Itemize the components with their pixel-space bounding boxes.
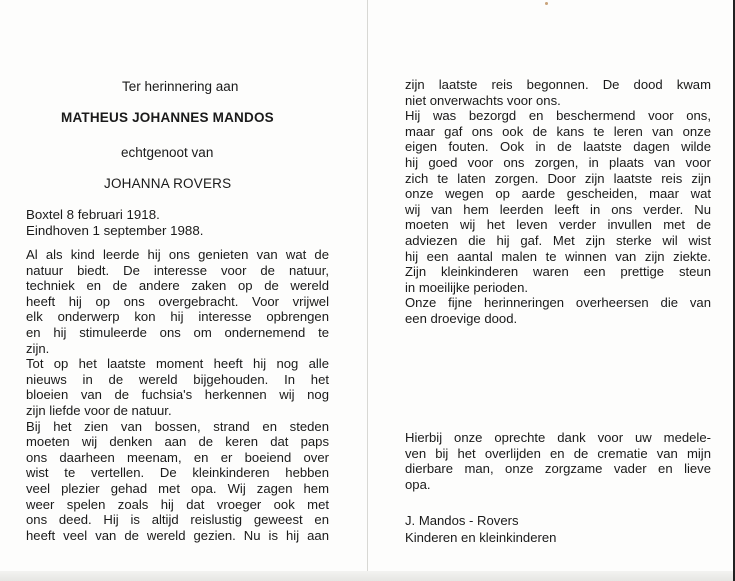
text-line: niet onverwachts voor ons. <box>405 92 561 108</box>
paper-speck <box>545 2 548 5</box>
text-line: Hij was bezorgd en beschermend voor ons, <box>405 108 711 124</box>
text-line: ven bij het overlijden en de crematie van mijn <box>405 445 711 461</box>
text-line: hij een aantal malen te winnen van zijn ziekte. <box>405 248 711 264</box>
text-line: Bij het zien van bossen, strand en steden <box>26 418 329 434</box>
text-line: elk onderwerp kon hij interesse opbrengen <box>26 309 329 325</box>
text-line: Zijn kleinkinderen waren een prettige steun <box>405 264 711 280</box>
signature-children: Kinderen en kleinkinderen <box>405 529 557 545</box>
text-line: weer spelen zoals hij dat vroeger ook met <box>26 496 329 512</box>
text-line: Hierbij onze oprechte dank voor uw medele- <box>405 430 711 445</box>
text-line: natuur biedt. De interesse voor de natuur, <box>26 262 329 278</box>
text-line: ons deed. Hij is altijd reislustig geweest en <box>26 512 329 528</box>
fold-line <box>367 0 368 581</box>
text-line: veel plezier gehad met opa. Wij zagen hem <box>26 480 329 496</box>
text-line: Al als kind leerde hij ons genieten van wat de <box>26 247 329 262</box>
life-dates <box>26 207 203 239</box>
text-line: zijn. <box>26 340 50 356</box>
text-line: en hij stimuleerde ons om ondernemend te <box>26 324 329 340</box>
death-date: Eindhoven 1 september 1988. <box>26 223 204 238</box>
intro-line: Ter herinnering aan <box>122 79 239 94</box>
text-line: een droevige dood. <box>405 310 518 326</box>
text-line: nieuws in de wereld bijgehouden. In het <box>26 371 329 387</box>
text-line: zijn liefde voor de natuur. <box>26 402 172 418</box>
text-line: techniek en de andere zaken op de wereld <box>26 278 329 294</box>
card-bottom-edge <box>0 571 735 581</box>
text-line: Tot op het laatste moment heeft hij nog alle <box>26 356 329 372</box>
spouse-name: JOHANNA ROVERS <box>104 176 232 191</box>
left-text-column <box>26 247 329 543</box>
text-line: moeten wij het leven verder invullen met de <box>405 217 711 233</box>
text-line: wij van hem leerden leeft in ons verder. Nu <box>405 201 711 217</box>
text-line: moeten wij denken aan de keren dat paps <box>26 434 329 450</box>
text-line: bloeien van de fuchsia's herkennen wij nog <box>26 387 329 403</box>
text-line: adviezen die hij gaf. Met zijn sterke wil wist <box>405 232 711 248</box>
text-line: Onze fijne herinneringen overheersen die van <box>405 295 711 311</box>
text-line: in moeilijke perioden. <box>405 279 529 295</box>
deceased-name: MATHEUS JOHANNES MANDOS <box>61 110 274 125</box>
text-line: heeft veel van de wereld gezien. Nu is hij aan <box>26 527 329 543</box>
birth-date: Boxtel 8 februari 1918. <box>26 207 160 222</box>
thanks-paragraph <box>405 430 711 492</box>
signature <box>405 513 556 546</box>
text-line: dierbare man, onze zorgzame vader en lieve <box>405 461 711 477</box>
text-line: opa. <box>405 476 431 492</box>
text-line: onze wegen op aarde gescheiden, maar wat <box>405 186 711 202</box>
relation-line: echtgenoot van <box>121 145 214 160</box>
text-line: zijn laatste reis begonnen. De dood kwam <box>405 77 711 92</box>
text-line: maar gaf ons ook de kans te leren van onze <box>405 123 711 139</box>
right-text-column <box>405 77 711 327</box>
text-line: eigen fouten. Ook in de laatste dagen wilde <box>405 139 711 155</box>
text-line: zich te laten zorgen. Door zijn laatste reis zijn <box>405 170 711 186</box>
text-line: ons daarheen meenam, en er boeiend over <box>26 449 329 465</box>
text-line: wist te vertellen. De kleinkinderen hebben <box>26 465 329 481</box>
text-line: hij goed voor ons zorgen, in plaats van voor <box>405 154 711 170</box>
signature-family: J. Mandos - Rovers <box>405 513 519 528</box>
text-line: heeft hij op ons overgebracht. Voor vrijwel <box>26 293 329 309</box>
